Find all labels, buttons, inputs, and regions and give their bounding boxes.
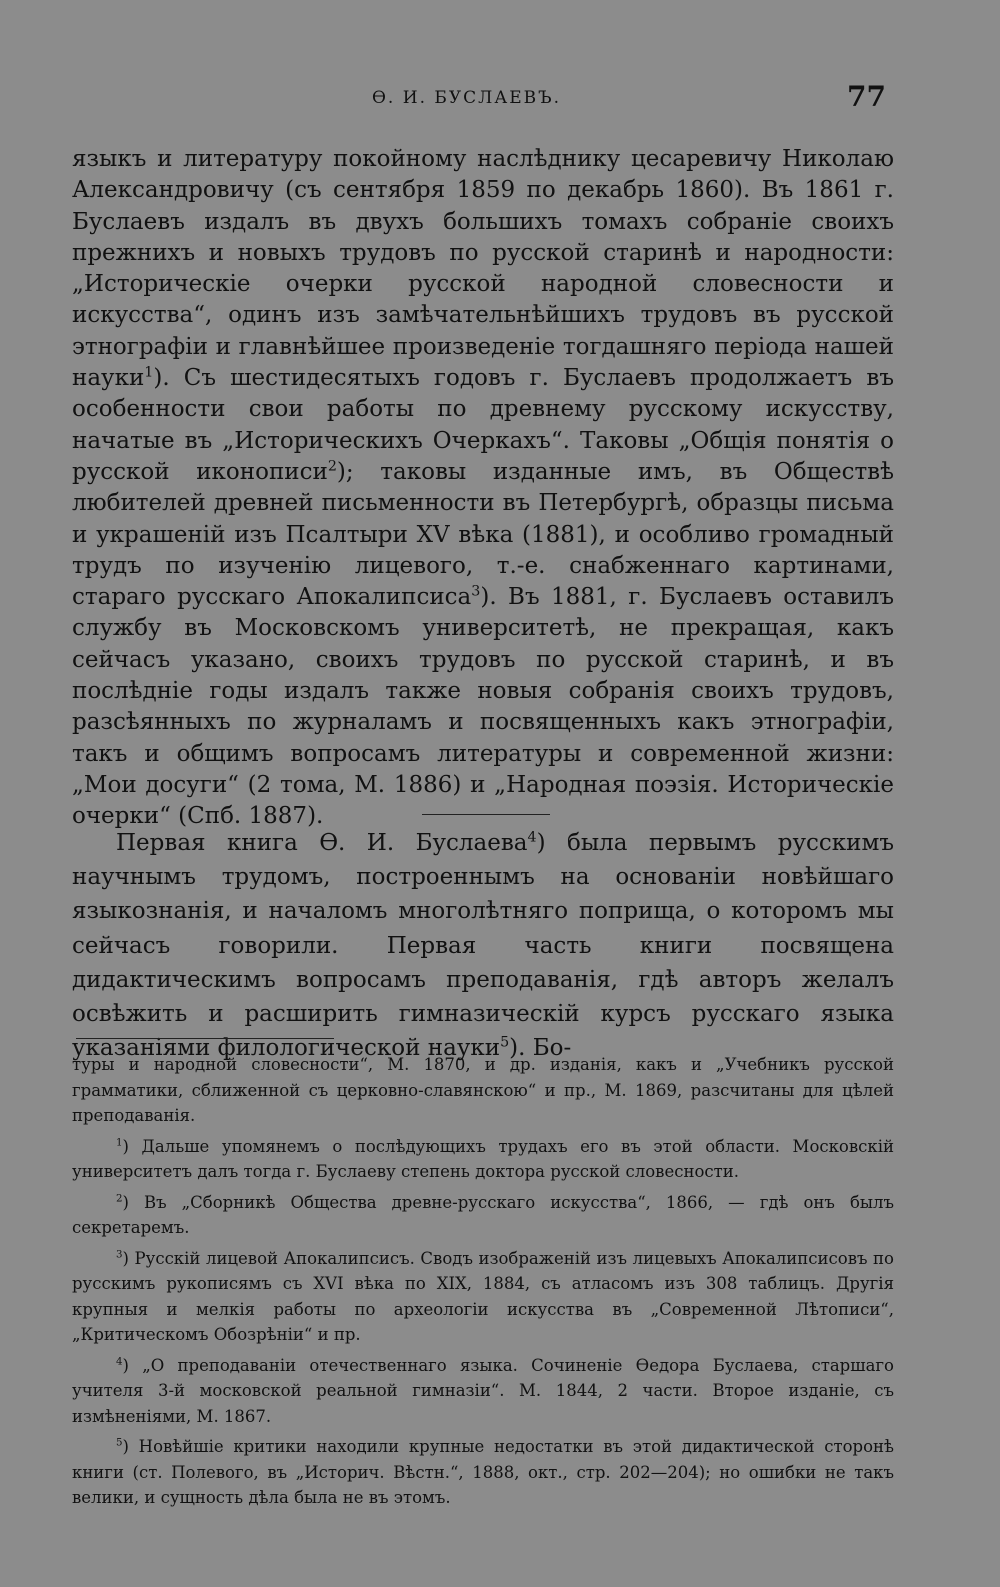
paragraph-1-part-1: языкъ и литературу покойному наслѣднику цесаревичу Николаю Александровичу (съ сентября 1859 по декабрь 1860). Въ 1861 г. Буслаевъ издалъ въ двухъ большихъ томахъ собраніе своихъ прежнихъ и новыхъ трудовъ по русской старинѣ и народности: „Историческіе очерки русской народной словесности и искусства“, одинъ изъ замѣчательнѣйшихъ трудовъ въ русской этнографіи и главнѣйшее произведеніе тогдашняго періода нашей науки (72, 146, 894, 392)
footnote-ref-2: 2 (327, 458, 337, 475)
footnote-2 (72, 1190, 894, 1241)
footnote-ref-1: 1 (144, 364, 154, 381)
footnote-text-3: ) Русскій лицевой Апокалипсисъ. Сводъ изображеній изъ лицевыхъ Апокалипсисовъ по русскимъ рукописямъ съ XVI вѣка по XIX, 1884, съ атласомъ изъ 308 таблицъ. Другія крупныя и мелкія работы по археологіи искусства въ „Современной Лѣтописи“, „Критическомъ Обозрѣніи“ и пр. (72, 1248, 894, 1344)
footnote-ref-5: 5 (500, 1034, 510, 1051)
footnote-5 (72, 1434, 894, 1511)
footnote-marker-2: 2 (116, 1193, 123, 1204)
book-page (72, 0, 894, 1587)
paragraph-1-part-3: ); таковы изданные имъ, въ Обществѣ любителей древней письменности въ Петербургѣ, образцы письма и украшеній изъ Псалтыри XV вѣка (1881), и особливо громадный трудъ по изученію лицевого, т.-е. снабженнаго картинами, стараго русскаго Апокалипсиса (72, 458, 894, 611)
footnote-text-1: ) Дальше упомянемъ о послѣдующихъ трудахъ его въ этой области. Московскій университетъ далъ тогда г. Буслаеву степень доктора русской словесности. (72, 1136, 894, 1181)
footnote-marker-3: 3 (116, 1249, 123, 1260)
footnote-1 (72, 1134, 894, 1185)
footnote-separator (76, 1038, 334, 1039)
paragraph-1-part-2: ). Съ шестидесятыхъ годовъ г. Буслаевъ продолжаетъ въ особенности свои работы по древнему русскому искусству, начатые въ „Историческихъ Очеркахъ“. Таковы „Общія понятія о русской иконописи (72, 365, 894, 485)
footnote-continuation: туры и народной словесности“, М. 1870, и др. изданія, какъ и „Учебникъ русской грамматики, сближенной съ церковно-славянскою“ и пр., М. 1869, разсчитаны для цѣлей преподаванія. (72, 1055, 894, 1125)
paragraph-2-part-3: ). Бо- (509, 1035, 572, 1062)
footnote-ref-3: 3 (471, 583, 481, 600)
footnotes (72, 1052, 894, 1516)
second-section-text (72, 826, 894, 1065)
paragraph-2-part-2: ) была первымъ русскимъ научнымъ трудомъ, построеннымъ на основаніи новѣйшаго языкознанія, и началомъ многолѣтняго поприща, о которомъ мы сейчасъ говорили. Первая часть книги посвящена дидактическимъ вопросамъ преподаванія, гдѣ авторъ желалъ освѣжить и расширить гимназическій курсъ русскаго языка указаніями филологической науки (72, 830, 894, 1062)
footnote-text-4: ) „О преподаваніи отечественнаго языка. Сочиненіе Ѳедора Буслаева, старшаго учителя 3-й московской реальной гимназіи“. М. 1844, 2 части. Второе изданіе, съ измѣненіями, М. 1867. (72, 1355, 894, 1426)
footnote-marker-5: 5 (116, 1437, 123, 1449)
running-head (72, 80, 894, 116)
paragraph-2-part-1: Первая книга Ѳ. И. Буслаева (116, 830, 528, 856)
footnote-text-5: ) Новѣйшіе критики находили крупные недостатки въ этой дидактической сторонѣ книги (ст. Полевого, въ „Историч. Вѣстн.“, 1888, окт., стр. 202—204); но ошибки не такъ велики, и сущность дѣла была не въ этомъ. (72, 1437, 894, 1507)
footnote-4 (72, 1353, 894, 1430)
footnote-marker-4: 4 (116, 1356, 123, 1367)
footnote-ref-4: 4 (527, 829, 537, 846)
section-separator (422, 814, 550, 815)
running-title: Ѳ. И. БУСЛАЕВЪ. (372, 88, 562, 108)
paragraph-1 (72, 144, 894, 833)
footnote-text-2: ) Въ „Сборникѣ Общества древне-русскаго искусства“, 1866, — гдѣ онъ былъ секретаремъ. (72, 1192, 894, 1237)
page-number: 77 (847, 80, 886, 113)
footnote-3 (72, 1246, 894, 1348)
paragraph-1-part-4: ). Въ 1881, г. Буслаевъ оставилъ службу въ Московскомъ университетѣ, не прекращая, какъ сейчасъ указано, своихъ трудовъ по русской старинѣ, и въ послѣдніе годы издалъ также новыя собранія своихъ трудовъ, разсѣянныхъ по журналамъ и посвященныхъ какъ этнографіи, такъ и общимъ вопросамъ литературы и современной жизни: „Мои досуги“ (2 тома, М. 1886) и „Народная поэзія. Историческіе очерки“ (Спб. 1887). (72, 584, 894, 830)
paragraph-2 (72, 826, 894, 1065)
main-text (72, 144, 894, 833)
footnote-marker-1: 1 (116, 1137, 123, 1148)
